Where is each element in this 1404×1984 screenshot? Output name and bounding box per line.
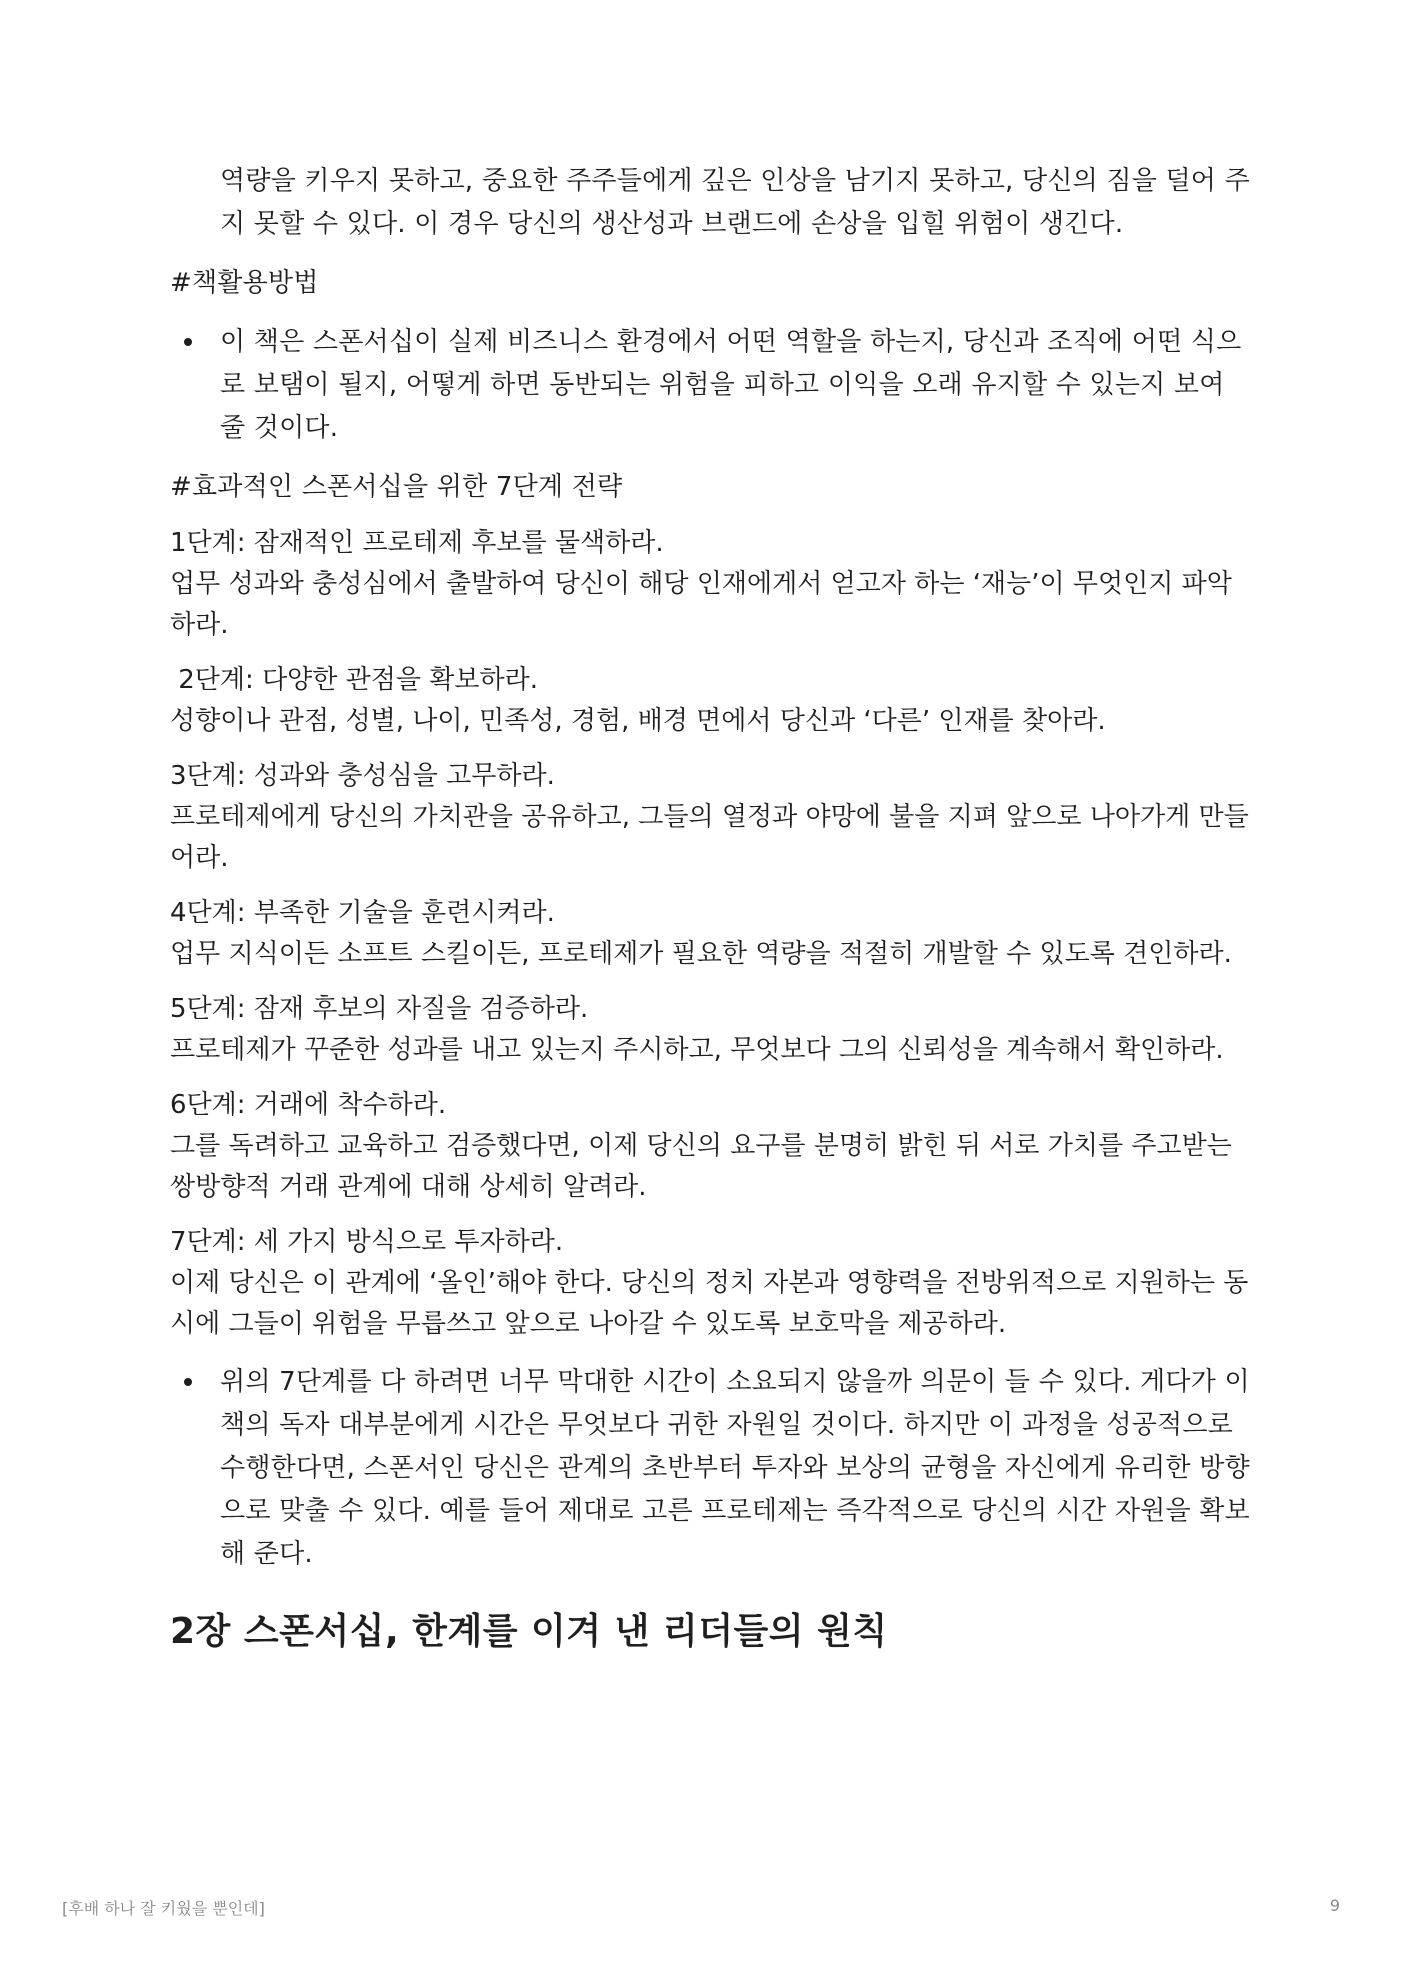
step-description: 업무 지식이든 소프트 스킬이든, 프로테제가 필요한 역량을 적절히 개발할 수 있도록 견인하라.	[170, 939, 1232, 969]
step-1	[170, 523, 1250, 646]
bullet-usage-item	[170, 321, 1250, 450]
step-description: 그를 독려하고 교육하고 검증했다면, 이제 당신의 요구를 분명히 밝힌 뒤 서로 가치를 주고받는 쌍방향적 거래 관계에 대해 상세히 알려라.	[170, 1131, 1232, 1202]
page-body	[170, 160, 1250, 1660]
step-title: 7단계: 세 가지 방식으로 투자하라.	[170, 1227, 564, 1257]
bullet-icon	[184, 338, 192, 346]
chapter-title: 2장 스폰서십, 한계를 이겨 낸 리더들의 원칙	[170, 1611, 888, 1652]
bullet-icon	[184, 1378, 192, 1386]
step-description: 프로테제에게 당신의 가치관을 공유하고, 그들의 열정과 야망에 불을 지펴 앞으로 나아가게 만들어라.	[170, 802, 1249, 873]
step-description: 성향이나 관점, 성별, 나이, 민족성, 경험, 배경 면에서 당신과 ‘다른’ 인재를 찾아라.	[170, 706, 1106, 736]
step-title: 2단계: 다양한 관점을 확보하라.	[170, 665, 539, 695]
step-6	[170, 1085, 1250, 1208]
step-title: 1단계: 잠재적인 프로테제 후보를 물색하라.	[170, 528, 664, 558]
hashtag-strategy: #효과적인 스폰서십을 위한 7단계 전략	[170, 472, 623, 502]
footer-page-number: 9	[1329, 1896, 1340, 1915]
step-2	[170, 660, 1250, 742]
step-5	[170, 989, 1250, 1071]
footer-book-title: [후배 하나 잘 키웠을 뿐인데]	[62, 1899, 265, 1918]
step-title: 4단계: 부족한 기술을 훈련시켜라.	[170, 898, 555, 928]
step-description: 프로테제가 꾸준한 성과를 내고 있는지 주시하고, 무엇보다 그의 신뢰성을 계속해서 확인하라.	[170, 1035, 1224, 1065]
step-3	[170, 756, 1250, 879]
hashtag-usage: #책활용방법	[170, 268, 319, 298]
step-7	[170, 1222, 1250, 1345]
bullet-usage-text: 이 책은 스폰서십이 실제 비즈니스 환경에서 어떤 역할을 하는지, 당신과 조직에 어떤 식으로 보탬이 될지, 어떻게 하면 동반되는 위험을 피하고 이익을 오래 유지할 수 있는지 보여 줄 것이다.	[220, 327, 1242, 443]
intro-continuation: 역량을 키우지 못하고, 중요한 주주들에게 깊은 인상을 남기지 못하고, 당신의 짐을 덜어 주지 못할 수 있다. 이 경우 당신의 생산성과 브랜드에 손상을 입힐 위험이 생긴다.	[220, 166, 1250, 239]
step-description: 업무 성과와 충성심에서 출발하여 당신이 해당 인재에게서 얻고자 하는 ‘재능’이 무엇인지 파악하라.	[170, 569, 1232, 640]
step-title: 6단계: 거래에 착수하라.	[170, 1090, 447, 1120]
bullet-time-item	[170, 1361, 1250, 1576]
step-4	[170, 893, 1250, 975]
step-description: 이제 당신은 이 관계에 ‘올인’해야 한다. 당신의 정치 자본과 영향력을 전방위적으로 지원하는 동시에 그들이 위험을 무릅쓰고 앞으로 나아갈 수 있도록 보호막을 제공하라.	[170, 1268, 1249, 1339]
step-title: 5단계: 잠재 후보의 자질을 검증하라.	[170, 994, 589, 1024]
bullet-time-text: 위의 7단계를 다 하려면 너무 막대한 시간이 소요되지 않을까 의문이 들 수 있다. 게다가 이 책의 독자 대부분에게 시간은 무엇보다 귀한 자원일 것이다. 하지만 이 과정을 성공적으로 수행한다면, 스폰서인 당신은 관계의 초반부터 투자와 보상의 균형을 자신에게 유리한 방향으로 맞출 수 있다. 예를 들어 제대로 고른 프로테제는 즉각적으로 당신의 시간 자원을 확보해 준다.	[220, 1367, 1250, 1569]
step-title: 3단계: 성과와 충성심을 고무하라.	[170, 761, 555, 791]
